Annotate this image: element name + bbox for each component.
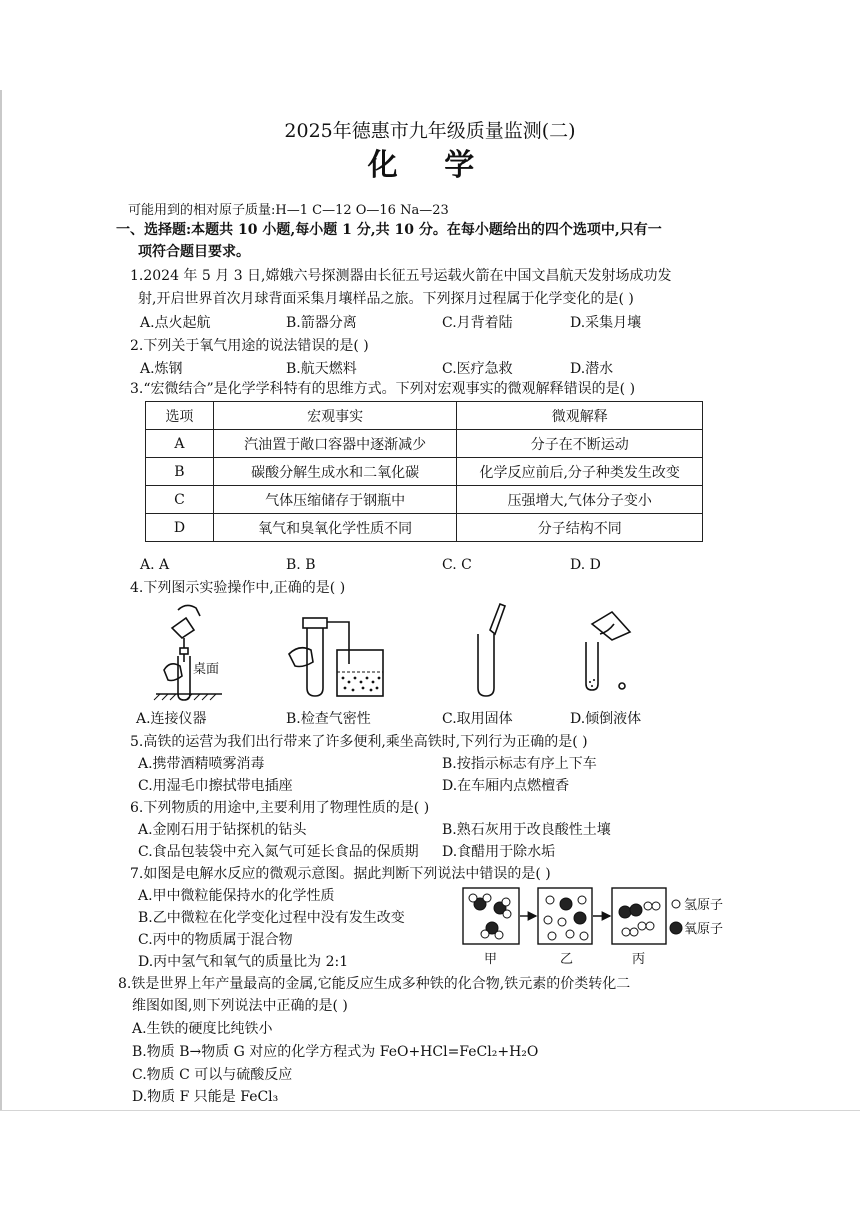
q1-option-c[interactable]: C.月背着陆 bbox=[442, 315, 513, 331]
table-cell: C bbox=[146, 486, 214, 514]
q5-stem: 5.高铁的运营为我们出行带来了许多便利,乘坐高铁时,下列行为正确的是( ) bbox=[130, 734, 588, 750]
box-label-yi: 乙 bbox=[560, 952, 574, 967]
q8-option-a[interactable]: A.生铁的硬度比纯铁小 bbox=[132, 1021, 273, 1037]
table-row bbox=[146, 486, 703, 514]
q3-option-c[interactable]: C. C bbox=[442, 557, 472, 573]
table-cell: 碳酸分解生成水和二氧化碳 bbox=[213, 458, 457, 486]
table-cell: 氧气和臭氧化学性质不同 bbox=[213, 514, 457, 542]
legend-oxygen-label: 氧原子 bbox=[684, 922, 724, 937]
q5-option-c[interactable]: C.用湿毛巾擦拭带电插座 bbox=[138, 778, 293, 794]
q8-option-d[interactable]: D.物质 F 只能是 FeCl₃ bbox=[132, 1089, 279, 1105]
q3-stem: 3.“宏微结合”是化学学科特有的思维方式。下列对宏观事实的微观解释错误的是( ) bbox=[130, 381, 636, 397]
q3-option-a[interactable]: A. A bbox=[140, 557, 170, 573]
table-cell: D bbox=[146, 514, 214, 542]
q7-option-a[interactable]: A.甲中微粒能保持水的化学性质 bbox=[138, 888, 335, 904]
table-cell: 化学反应前后,分子种类发生改变 bbox=[457, 458, 703, 486]
q2-option-c[interactable]: C.医疗急救 bbox=[442, 361, 513, 377]
q2-option-b[interactable]: B.航天燃料 bbox=[286, 361, 357, 377]
q6-option-b[interactable]: B.熟石灰用于改良酸性土壤 bbox=[442, 822, 611, 838]
q6-option-d[interactable]: D.食醋用于除水垢 bbox=[442, 844, 556, 860]
q7-stem: 7.如图是电解水反应的微观示意图。据此判断下列说法中错误的是( ) bbox=[130, 866, 551, 882]
q5-option-a[interactable]: A.携带酒精喷雾消毒 bbox=[138, 756, 265, 772]
q4-figure-connect-apparatus bbox=[150, 600, 230, 700]
q1-stem-line1: 1.2024 年 5 月 3 日,嫦娥六号探测器由长征五号运载火箭在中国文昌航天发射场成功发 bbox=[130, 268, 672, 284]
subject-title: 化 学 bbox=[367, 148, 493, 183]
q3-option-b[interactable]: B. B bbox=[286, 557, 316, 573]
exam-title: 2025年德惠市九年级质量监测(二) bbox=[284, 120, 576, 142]
q3-option-d[interactable]: D. D bbox=[570, 557, 601, 573]
q4-option-b[interactable]: B.检查气密性 bbox=[286, 711, 371, 727]
q4-figure-desk-label: 桌面 bbox=[193, 662, 220, 677]
q8-stem-line2: 维图如图,则下列说法中正确的是( ) bbox=[132, 998, 348, 1014]
q1-stem-line2: 射,开启世界首次月球背面采集月壤样品之旅。下列探月过程属于化学变化的是( ) bbox=[138, 291, 634, 307]
table-row bbox=[146, 514, 703, 542]
table-cell: 气体压缩储存于钢瓶中 bbox=[213, 486, 457, 514]
box-label-bing: 丙 bbox=[632, 952, 646, 967]
q7-electrolysis-diagram bbox=[462, 886, 682, 950]
q7-option-b[interactable]: B.乙中微粒在化学变化过程中没有发生改变 bbox=[138, 910, 405, 926]
oxygen-legend-icon bbox=[670, 922, 682, 934]
q8-stem-line1: 8.铁是世界上年产量最高的金属,它能反应生成多种铁的化合物,铁元素的价类转化二 bbox=[118, 976, 631, 992]
page-bottom-edge bbox=[0, 1110, 860, 1111]
table-cell: 压强增大,气体分子变小 bbox=[457, 486, 703, 514]
q4-figure-pour-liquid bbox=[578, 606, 638, 696]
section-instruction-line2: 项符合题目要求。 bbox=[138, 244, 250, 260]
q2-stem: 2.下列关于氧气用途的说法错误的是( ) bbox=[130, 338, 369, 354]
q1-option-d[interactable]: D.采集月壤 bbox=[570, 315, 642, 331]
legend-hydrogen-label: 氢原子 bbox=[684, 898, 724, 913]
table-header-row bbox=[146, 402, 703, 430]
q2-option-d[interactable]: D.潜水 bbox=[570, 361, 614, 377]
q4-stem: 4.下列图示实验操作中,正确的是( ) bbox=[130, 580, 346, 596]
table-header-cell: 选项 bbox=[146, 402, 214, 430]
page-left-edge bbox=[0, 90, 2, 1110]
table-row bbox=[146, 430, 703, 458]
table-header-cell: 微观解释 bbox=[457, 402, 703, 430]
q1-option-a[interactable]: A.点火起航 bbox=[140, 315, 211, 331]
q1-option-b[interactable]: B.箭器分离 bbox=[286, 315, 357, 331]
q5-option-b[interactable]: B.按指示标志有序上下车 bbox=[442, 756, 597, 772]
table-cell: A bbox=[146, 430, 214, 458]
q8-option-b[interactable]: B.物质 B→物质 G 对应的化学方程式为 FeO+HCl=FeCl₂+H₂O bbox=[132, 1044, 539, 1060]
section-instruction-line1: 一、选择题:本题共 10 小题,每小题 1 分,共 10 分。在每小题给出的四个选项中,只有一 bbox=[116, 222, 662, 238]
q4-figure-take-solid bbox=[470, 600, 510, 700]
q4-option-d[interactable]: D.倾倒液体 bbox=[570, 711, 642, 727]
hydrogen-legend-icon bbox=[672, 900, 680, 908]
q8-option-c[interactable]: C.物质 C 可以与硫酸反应 bbox=[132, 1067, 293, 1083]
q6-stem: 6.下列物质的用途中,主要利用了物理性质的是( ) bbox=[130, 800, 430, 816]
table-cell: 分子结构不同 bbox=[457, 514, 703, 542]
q2-option-a[interactable]: A.炼钢 bbox=[140, 361, 183, 377]
q3-table bbox=[145, 401, 703, 542]
q6-option-c[interactable]: C.食品包装袋中充入氮气可延长食品的保质期 bbox=[138, 844, 419, 860]
atomic-mass-line: 可能用到的相对原子质量:H—1 C—12 O—16 Na—23 bbox=[128, 203, 449, 218]
q6-option-a[interactable]: A.金刚石用于钻探机的钻头 bbox=[138, 822, 307, 838]
table-cell: 汽油置于敞口容器中逐渐减少 bbox=[213, 430, 457, 458]
q7-option-c[interactable]: C.丙中的物质属于混合物 bbox=[138, 932, 293, 948]
q4-option-a[interactable]: A.连接仪器 bbox=[136, 711, 207, 727]
table-row bbox=[146, 458, 703, 486]
q4-figure-airtightness bbox=[285, 616, 385, 700]
q5-option-d[interactable]: D.在车厢内点燃檀香 bbox=[442, 778, 570, 794]
table-cell: 分子在不断运动 bbox=[457, 430, 703, 458]
q7-option-d[interactable]: D.丙中氢气和氧气的质量比为 2:1 bbox=[138, 954, 349, 970]
table-cell: B bbox=[146, 458, 214, 486]
q4-option-c[interactable]: C.取用固体 bbox=[442, 711, 513, 727]
table-header-cell: 宏观事实 bbox=[213, 402, 457, 430]
box-label-jia: 甲 bbox=[484, 952, 498, 967]
